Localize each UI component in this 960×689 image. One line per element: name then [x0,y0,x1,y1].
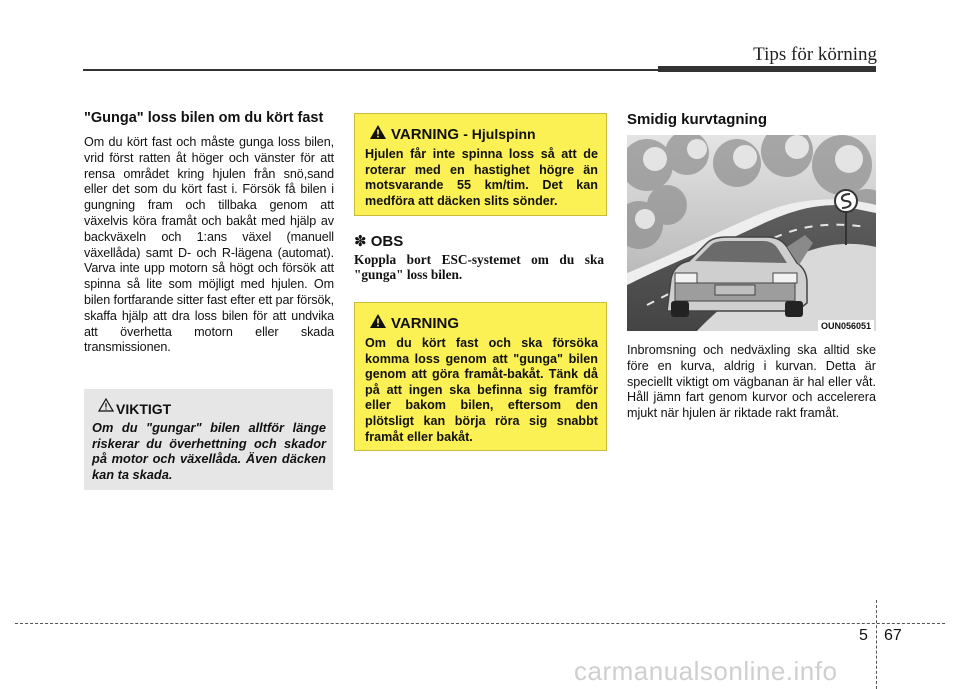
caution-triangle-icon [98,398,114,412]
rocking-body: Om du kört fast och måste gunga loss bilen, vrid först ratten åt höger och vänster för att rensa området kring hjulen från snö,sand eller det som du kört fast i. Försök få bilen i gungning fram och tillbaka genom att växelvis köra framåt och bakåt med hjälp av backväxeln och 1:ans växel (manuell växellåda) samt D- och R-lägena (automat). Varva inte upp motorn så högt och försök att spinna så lite som möjligt med hjulen. Om bilen fortfarande sitter fast efter ett par försök, skaffa hjälp att dra loss bilen för att undvika att överhetta motorn eller skada transmissionen. [84,135,334,355]
header-rule-thick [658,66,876,72]
image-code: OUN056051 [818,320,874,332]
page-number: 67 [884,627,902,644]
warning-wheelspin-subtitle: - Hjulspinn [463,126,536,142]
warning-wheelspin-title [391,126,536,143]
obs-symbol-icon: ✽ [354,233,367,250]
left-column [84,111,334,356]
car-on-curve-illustration [627,135,876,331]
warning-wheelspin-title-main: VARNING [391,126,460,143]
warning-bystander-text: Om du kört fast och ska försöka komma loss genom att "gunga" bilen genom att göra framåt-bakåt. Tänk då på att ingen ska befinna sig framför eller bakom bilen, eftersom den plötsligt kan börja röra sig snabbt framåt eller bakåt. [365,336,598,444]
caution-text: Om du "gungar" bilen alltför länge riskerar du överhettning och skador på motor och växellåda. Även däcken kan ta skada. [92,420,326,482]
obs-text: Koppla bort ESC-systemet om du ska "gunga" loss bilen. [354,252,604,282]
warning-bystander-box [354,302,607,451]
caution-title: VIKTIGT [116,401,172,417]
warning-triangle-icon [369,313,387,329]
obs-title [354,232,403,250]
chapter-number: 5 [859,627,868,644]
warning-bystander-title: VARNING [391,315,460,332]
cornering-illustration [627,135,876,331]
rocking-heading: "Gunga" loss bilen om du kört fast [84,110,324,126]
footer-dashed-divider [876,600,877,689]
warning-wheelspin-box [354,113,607,216]
warning-wheelspin-text: Hjulen får inte spinna loss så att de roterar med en hastighet högre än motsvarande 55 km/tim. Det kan medföra att däcken slits sönder. [365,147,598,208]
obs-title-text: OBS [370,233,404,250]
watermark: carmanualsonline.info [574,656,838,686]
footer-dashed-rule [15,623,945,624]
section-title: Tips för körning [753,44,877,65]
cornering-body: Inbromsning och nedväxling ska alltid ske före en kurva, aldrig i kurvan. Detta är speciellt viktigt om vägbanan är hal eller våt. Håll jämn fart genom kurvor och accelerera mjukt när hjulen är riktade rakt framåt. [627,343,876,421]
warning-triangle-icon [369,124,387,140]
cornering-heading: Smidig kurvtagning [627,111,768,128]
caution-box [84,389,333,490]
